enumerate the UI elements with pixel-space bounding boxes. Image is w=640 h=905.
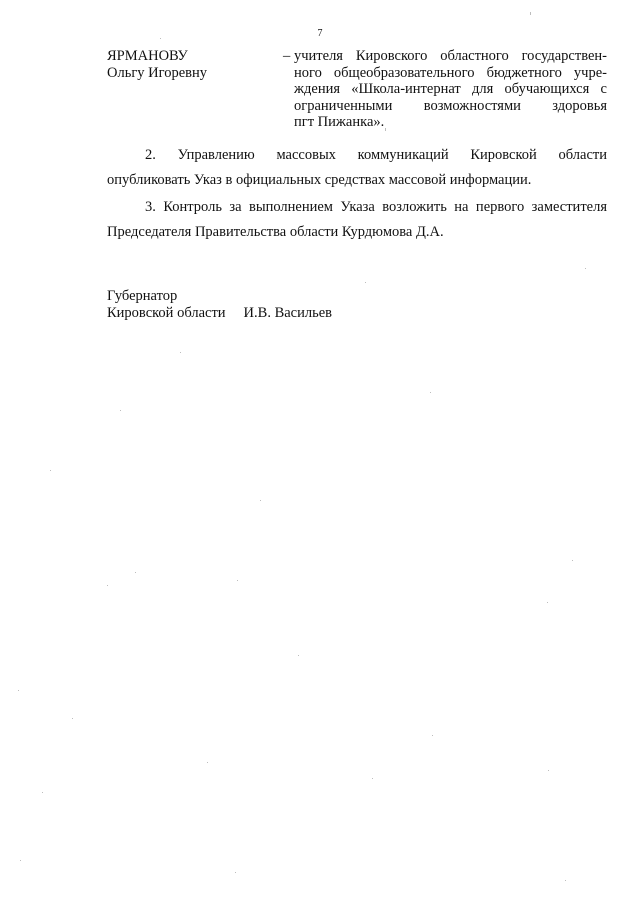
scan-speck <box>547 602 548 603</box>
scan-speck <box>565 880 566 881</box>
scan-speck <box>548 770 549 771</box>
awardee-name <box>107 48 277 81</box>
description-line: ждения «Школа-интернат для обучающихся с <box>294 81 607 97</box>
description-line: ного общеобразовательного бюджетного учре- <box>294 64 607 81</box>
scan-speck <box>20 860 21 861</box>
scan-speck <box>135 572 136 573</box>
scan-speck <box>260 500 261 501</box>
scan-speck <box>237 580 238 581</box>
scan-speck <box>372 778 373 779</box>
description-line: ограниченными возможностями здоровья <box>294 97 607 114</box>
scan-speck <box>50 470 51 471</box>
scan-speck <box>120 410 121 411</box>
paragraph-first-line: 2. Управлению массовых коммуникаций Кировской области <box>145 147 607 163</box>
signature-region: Кировской области <box>107 305 226 321</box>
paragraph-first-line: 3. Контроль за выполнением Указа возложить на первого заместителя <box>145 199 607 215</box>
description-line: пгт Пижанка». <box>294 114 385 130</box>
paragraph-rest: опубликовать Указ в официальных средствах массовой информации. <box>107 172 532 188</box>
scan-speck <box>585 268 586 269</box>
awardee-description <box>294 48 607 131</box>
signature-block <box>107 288 332 322</box>
scan-speck <box>572 560 573 561</box>
scan-speck <box>42 792 43 793</box>
scan-speck <box>107 585 108 586</box>
scan-speck <box>72 718 73 719</box>
page-number: 7 <box>317 28 323 39</box>
scan-speck <box>160 38 161 39</box>
paragraph-control <box>107 195 607 245</box>
scan-speck <box>385 128 386 131</box>
paragraph-publication <box>107 143 607 193</box>
scan-speck <box>18 690 19 691</box>
scan-speck <box>530 12 531 15</box>
signature-title: Губернатор <box>107 288 178 304</box>
scan-speck <box>432 735 433 736</box>
scan-speck <box>365 282 366 283</box>
entry-dash: – <box>283 48 291 64</box>
paragraph-rest: Председателя Правительства области Курдюмова Д.А. <box>107 224 444 240</box>
scan-speck <box>180 352 181 353</box>
awardee-given-names: Ольгу Игоревну <box>107 64 207 81</box>
description-line: учителя Кировского областного государствен- <box>294 48 607 64</box>
scan-speck <box>207 762 208 763</box>
scan-speck <box>430 392 431 393</box>
awardee-surname: ЯРМАНОВУ <box>107 48 188 64</box>
scan-speck <box>298 655 299 656</box>
signatory-name: И.В. Васильев <box>243 305 332 321</box>
scan-speck <box>235 872 236 873</box>
